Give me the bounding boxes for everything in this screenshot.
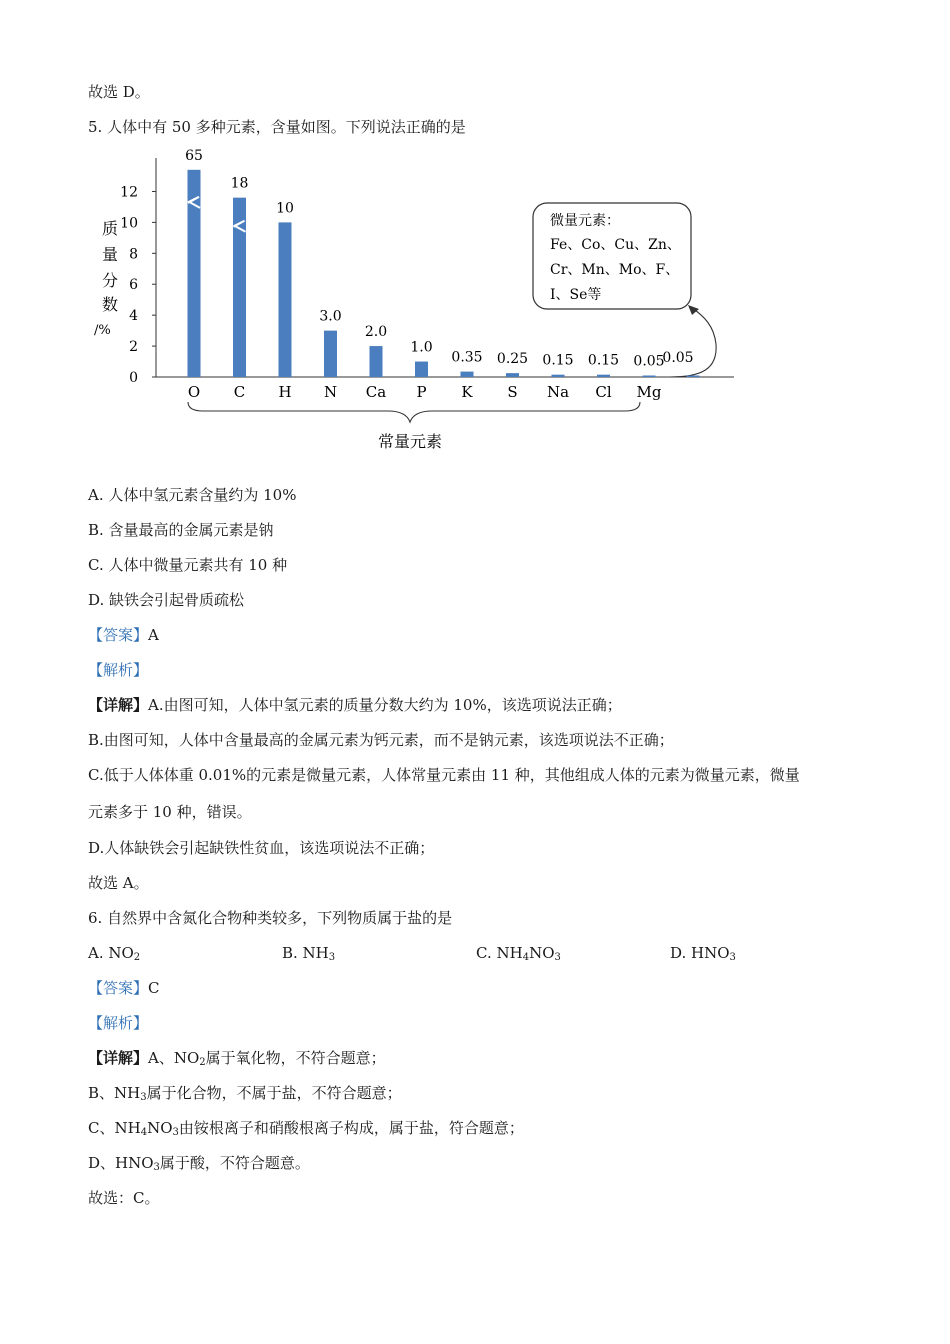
category-label-O: O <box>187 383 201 401</box>
option-6d: D. $HNO_3$ <box>670 944 736 963</box>
bar-Cl <box>597 375 610 377</box>
detail-6c: C、$NH_4NO_3$由铵根离子和硝酸根离子构成，属于盐，符合题意； <box>88 1119 524 1138</box>
answer-5 <box>88 625 159 645</box>
y-tick-label: 12 <box>120 184 138 201</box>
detail-6d: D、$HNO_3$属于酸，不符合题意。 <box>88 1154 310 1173</box>
detail-5c-1: C.低于人体体重 0.01%的元素是微量元素，人体常量元素由 11 种，其他组成人体的元素为微量元素，微量 <box>88 766 800 784</box>
y-tick-label: 6 <box>129 277 138 294</box>
detail-5a <box>88 695 622 715</box>
callout-line: Cr、Mn、Mo、F、 <box>550 262 680 278</box>
y-label-unit: /% <box>94 323 111 338</box>
bar-Ca <box>370 346 383 377</box>
value-label-C: 18 <box>230 175 249 192</box>
detail-6a: 【详解】A、$NO_2$属于氧化物，不符合题意； <box>88 1049 386 1068</box>
answer-tag: 【答案】 <box>88 979 149 997</box>
value-label-O: 65 <box>185 148 203 164</box>
option-6b: B. $NH_3$ <box>282 944 336 963</box>
bar-Na <box>552 375 565 377</box>
value-label-Mg: 0.05 <box>633 353 665 370</box>
category-label-C: C <box>233 383 246 401</box>
conclusion-6: 故选：C。 <box>88 1189 160 1207</box>
conclusion-5: 故选 A。 <box>88 874 149 892</box>
regular-elements-brace <box>188 402 640 422</box>
category-label-P: P <box>416 383 427 401</box>
bar-H <box>279 222 292 377</box>
answer-tag: 【答案】 <box>88 626 149 644</box>
detail-tag: 【详解】 <box>88 696 149 714</box>
detail-tag: 【详解】 <box>88 1049 149 1067</box>
option-5d: D. 缺铁会引起骨质疏松 <box>88 591 245 609</box>
category-label-K: K <box>461 383 473 401</box>
answer-6 <box>88 978 160 998</box>
analysis-5-tag: 【解析】 <box>88 661 149 679</box>
category-label-H: H <box>278 383 292 401</box>
value-label-Cl: 0.15 <box>587 352 620 369</box>
value-label-K: 0.35 <box>451 349 483 366</box>
y-label-char: 数 <box>102 295 119 314</box>
value-label-Na: 0.15 <box>542 352 574 369</box>
y-label-char: 量 <box>102 245 119 264</box>
category-label-Cl: Cl <box>595 383 612 401</box>
y-tick-label: 0 <box>129 370 138 386</box>
category-label-Mg: Mg <box>636 383 662 401</box>
question-6-stem: 6. 自然界中含氮化合物种类较多，下列物质属于盐的是 <box>88 909 453 927</box>
category-label-Na: Na <box>546 383 570 401</box>
question-5-stem: 5. 人体中有 50 多种元素，含量如图。下列说法正确的是 <box>88 118 466 136</box>
bar-trace <box>687 376 700 378</box>
analysis-6-tag: 【解析】 <box>88 1014 149 1032</box>
option-5a: A. 人体中氢元素含量约为 10% <box>88 486 297 504</box>
option-5c: C. 人体中微量元素共有 10 种 <box>88 556 288 574</box>
y-label-char: 分 <box>102 271 119 290</box>
y-tick-label: 10 <box>120 215 138 232</box>
element-chart <box>88 148 748 462</box>
option-6a: A. $NO_2$ <box>88 944 141 963</box>
option-5b: B. 含量最高的金属元素是钠 <box>88 521 274 539</box>
bar-S <box>506 373 519 377</box>
y-label-char: 质 <box>102 219 119 238</box>
callout-arrow <box>670 308 716 377</box>
y-tick-label: 8 <box>129 246 138 263</box>
detail-5b: B.由图可知，人体中含量最高的金属元素为钙元素，而不是钠元素，该选项说法不正确； <box>88 731 674 749</box>
trace-value-label: 0.05 <box>662 350 694 366</box>
option-6c: C. $NH_4NO_3$ <box>476 944 561 963</box>
value-label-Ca: 2.0 <box>364 324 388 341</box>
y-tick-label: 4 <box>129 308 138 325</box>
category-label-N: N <box>323 383 338 401</box>
callout-line: Fe、Co、Cu、Zn、 <box>550 237 681 253</box>
bar-P <box>415 362 428 377</box>
prev-answer-line: 故选 D。 <box>88 83 150 101</box>
category-label-Ca: Ca <box>365 383 387 401</box>
brace-label: 常量元素 <box>377 432 443 451</box>
value-label-N: 3.0 <box>319 308 342 325</box>
bar-Mg <box>643 376 656 378</box>
detail-text: A.由图可知，人体中氢元素的质量分数大约为 10%，该选项说法正确； <box>148 696 622 714</box>
element-bar-chart <box>88 148 748 458</box>
detail-5c-2: 元素多于 10 种，错误。 <box>88 803 252 821</box>
category-label-S: S <box>507 383 518 401</box>
value-label-S: 0.25 <box>496 351 529 368</box>
answer-value: A <box>148 626 159 644</box>
bar-N <box>324 331 337 377</box>
bar-K <box>461 372 474 377</box>
detail-6b: B、$NH_3$属于化合物，不属于盐，不符合题意； <box>88 1084 402 1103</box>
value-label-H: 10 <box>276 200 294 217</box>
callout-line: I、Se等 <box>550 287 602 303</box>
y-tick-label: 2 <box>129 339 138 356</box>
callout-title: 微量元素： <box>550 213 620 229</box>
value-label-P: 1.0 <box>410 339 433 356</box>
detail-5d: D.人体缺铁会引起缺铁性贫血，该选项说法不正确； <box>88 839 435 857</box>
answer-value: C <box>148 979 160 997</box>
arrow-head-icon <box>688 305 699 315</box>
